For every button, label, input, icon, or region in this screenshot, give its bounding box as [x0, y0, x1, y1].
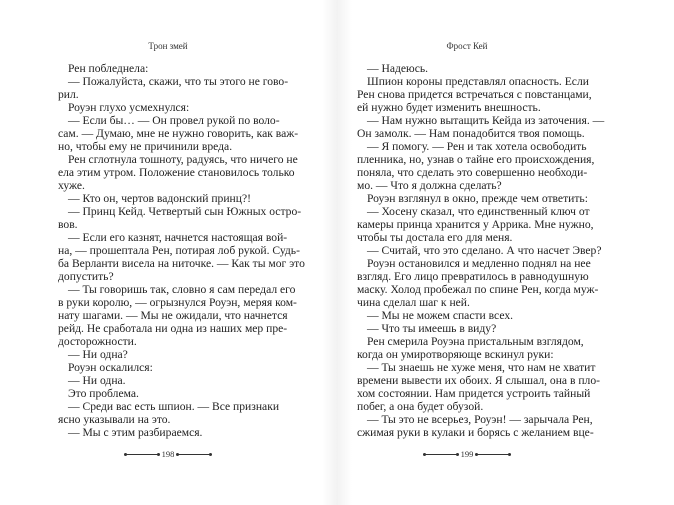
text-line: маску. Холод пробежал по спине Рен, когда муж-	[357, 283, 599, 296]
text-line: — Надеюсь.	[367, 62, 429, 75]
text-line: вов.	[58, 218, 78, 231]
paragraph	[58, 361, 278, 374]
paragraph	[58, 374, 278, 387]
page-number	[58, 449, 278, 459]
book-gutter	[322, 0, 352, 505]
text-line: поняла, что сделать это совершенно необходи-	[357, 166, 588, 179]
text-line: Он замолк. — Нам понадобится твоя помощь.	[357, 127, 585, 140]
text-line: в руки королю, — огрызнулся Роуэн, меряя ком-	[58, 296, 297, 309]
text-line: Роуэн остановился и медленно поднял на нее	[367, 257, 591, 270]
text-line: Роуэн взглянул в окно, прежде чем ответить:	[367, 192, 588, 205]
running-head: Трон змей	[148, 41, 188, 51]
text-line: — Мы не можем спасти всех.	[367, 309, 514, 322]
text-line: — Среди вас есть шпион. — Все признаки	[68, 400, 280, 413]
paragraph	[357, 140, 595, 192]
running-head: Фрост Кей	[446, 41, 488, 51]
text-line: — Ни одна?	[68, 348, 128, 361]
text-line: Рен побледнела:	[68, 62, 149, 75]
text-line: камеры принца хранится у Аррика. Мне нужно,	[357, 218, 594, 231]
page-number-text: 198	[161, 449, 175, 459]
text-line: ей нужно будет изменить внешность.	[357, 101, 541, 114]
paragraph	[58, 205, 302, 231]
text-line: Роуэн глухо усмехнулся:	[68, 101, 190, 114]
paragraph	[357, 413, 594, 439]
text-line: — Считай, что это сделано. А что насчет Эвер?	[367, 244, 602, 257]
paragraph	[357, 257, 599, 309]
text-line: — Ты знаешь не хуже меня, что нам не хватит	[367, 361, 596, 374]
paragraph	[58, 400, 278, 426]
text-line: сам. — Думаю, мне не нужно говорить, как важ-	[58, 127, 299, 140]
text-line: — Ни одна.	[68, 374, 126, 387]
text-line: Роуэн оскалился:	[68, 361, 153, 374]
text-line: — Хосену сказал, что единственный ключ от	[367, 205, 590, 218]
page-number	[357, 449, 577, 459]
text-line: нату шагами. — Мы не ожидали, что начнется	[58, 309, 288, 322]
text-line: чтобы ты достала его для меня.	[357, 231, 513, 244]
folio-rule	[476, 454, 510, 455]
paragraph	[357, 75, 592, 114]
text-line: рил.	[58, 88, 79, 101]
text-line: ясно указывали на это.	[58, 413, 171, 426]
paragraph	[357, 309, 577, 322]
text-line: на, — прошептала Рен, потирая лоб рукой. Судь-	[58, 244, 300, 257]
left-page	[58, 0, 305, 505]
paragraph	[357, 335, 584, 361]
paragraph	[357, 205, 594, 244]
page-number-text: 199	[460, 449, 474, 459]
paragraph	[58, 387, 278, 400]
text-line: сжимая руки в кулаки и борясь с желанием вце-	[357, 426, 594, 439]
text-line: — Пожалуйста, скажи, что ты этого не гово-	[68, 75, 289, 88]
paragraph	[357, 322, 577, 335]
text-line: — Мы с этим разбираемся.	[68, 426, 203, 439]
text-line: хуже.	[58, 179, 85, 192]
text-line: ба Верланти висела на ниточке. — Как ты мог это	[58, 257, 305, 270]
paragraph	[58, 231, 305, 283]
paragraph	[58, 153, 298, 192]
text-line: Шпион короны представлял опасность. Если	[367, 75, 589, 88]
text-line: — Кто он, чертов вадонский принц?!	[68, 192, 251, 205]
text-line: когда он умиротворяюще вскинул руки:	[357, 348, 554, 361]
text-line: — Ты это не всерьез, Роуэн! — зарычала Рен,	[367, 413, 593, 426]
text-line: допустить?	[58, 270, 114, 283]
paragraph	[357, 244, 602, 257]
paragraph	[58, 101, 278, 114]
text-line: чина сделал шаг к ней.	[357, 296, 470, 309]
text-line: Рен сглотнула тошноту, радуясь, что ничего не	[68, 153, 298, 166]
text-line: досторожности.	[58, 335, 137, 348]
page-body	[357, 62, 605, 439]
text-line: — Я помогу. — Рен и так хотела освободить	[367, 140, 587, 153]
text-line: Рен снова придется встречаться с повстанцами,	[357, 88, 592, 101]
folio-rule	[177, 454, 211, 455]
paragraph	[58, 283, 297, 348]
paragraph	[58, 114, 299, 153]
text-line: Рен смерила Роуэна пристальным взглядом,	[367, 335, 584, 348]
text-line: Это проблема.	[68, 387, 139, 400]
text-line: — Если его казнят, начнется настоящая вой-	[68, 231, 288, 244]
paragraph	[357, 114, 605, 140]
text-line: — Если бы… — Он провел рукой по воло-	[68, 114, 280, 127]
text-line: — Нам нужно вытащить Кейда из заточения. —	[367, 114, 605, 127]
paragraph	[58, 192, 278, 205]
right-page	[357, 0, 605, 505]
text-line: но, чтобы ему не причинили вреда.	[58, 140, 233, 153]
folio-rule	[424, 454, 458, 455]
page-body	[58, 62, 305, 439]
text-line: взгляд. Его лицо превратилось в равнодушную	[357, 270, 589, 283]
text-line: — Принц Кейд. Четвертый сын Южных остро-	[68, 205, 302, 218]
paragraph	[58, 426, 278, 439]
text-line: побег, а она будет обузой.	[357, 400, 484, 413]
paragraph	[58, 348, 278, 361]
text-line: — Что ты имеешь в виду?	[367, 322, 497, 335]
text-line: хом состоянии. Нам придется устроить тайный	[357, 387, 591, 400]
text-line: времени вывести их обоих. Я слышал, она в пло-	[357, 374, 600, 387]
paragraph	[357, 361, 600, 413]
folio-rule	[125, 454, 159, 455]
paragraph	[58, 62, 278, 75]
text-line: — Ты говоришь так, словно я сам передал его	[68, 283, 296, 296]
paragraph	[357, 192, 588, 205]
text-line: пленника, но, узнав о тайне его происхождения,	[357, 153, 595, 166]
paragraph	[357, 62, 577, 75]
paragraph	[58, 75, 289, 101]
text-line: рейд. Не сработала ни одна из наших мер пре-	[58, 322, 288, 335]
text-line: мо. — Что я должна сделать?	[357, 179, 502, 192]
text-line: ела этим утром. Положение становилось только	[58, 166, 295, 179]
